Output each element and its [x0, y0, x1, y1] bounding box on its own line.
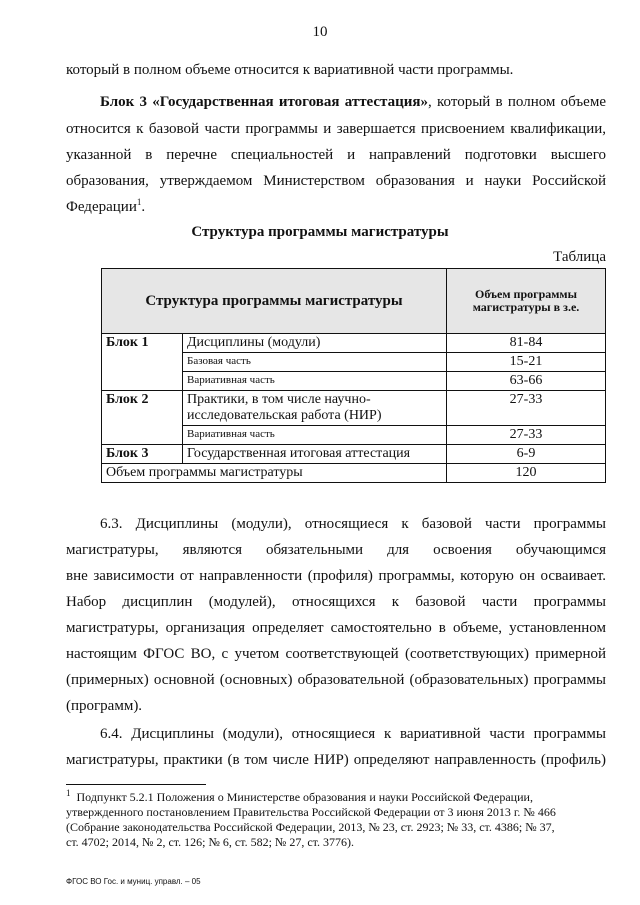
value-cell: 6-9	[447, 445, 606, 464]
value-cell: 81-84	[447, 334, 606, 353]
footnote-mark: 1	[66, 788, 71, 798]
value-cell: 63-66	[447, 372, 606, 391]
block-cell: Блок 1	[102, 334, 183, 353]
value-cell: 27-33	[447, 426, 606, 445]
name-cell: Базовая часть	[183, 353, 447, 372]
table-title: Структура программы магистратуры	[191, 224, 449, 240]
name-cell: Дисциплины (модули)	[183, 334, 447, 353]
footnote-divider	[66, 784, 206, 785]
table-row	[102, 353, 606, 372]
block3-line: относится к базовой части программы и завершается присвоением квалификации,	[66, 121, 606, 137]
block3-line1-rest: , который в полном объеме	[428, 94, 606, 110]
para64-line: 6.4. Дисциплины (модули), относящиеся к вариативной части программы	[100, 726, 606, 742]
page-footer: ФГОС ВО Гос. и муниц. управл. – 05	[66, 877, 201, 886]
block-cell: Блок 3	[102, 445, 183, 464]
value-cell: 15-21	[447, 353, 606, 372]
table-row	[102, 445, 606, 464]
footnote-reference: 1	[136, 197, 142, 207]
name-cell: Вариативная часть	[183, 372, 447, 391]
para63-line: Набор дисциплин (модулей), относящихся к базовой части программы	[66, 594, 606, 610]
block3-line: указанной в перечне специальностей и направлений подготовки высшего	[66, 147, 606, 163]
table-row	[102, 426, 606, 445]
header-volume: Объем программы магистратуры в з.е.	[447, 269, 606, 334]
para63-line: (программ).	[66, 698, 143, 714]
block3-line-1	[100, 92, 606, 112]
footnote-line	[66, 790, 606, 804]
block3-end: .	[141, 199, 146, 215]
page-number: 10	[312, 24, 328, 40]
program-structure-table	[101, 268, 606, 483]
table-row	[102, 334, 606, 353]
name-cell: Практики, в том числе научно-исследовательская работа (НИР)	[183, 391, 447, 426]
table-row	[102, 372, 606, 391]
block3-bold-lead: Блок 3 «Государственная итоговая аттестация»	[100, 94, 429, 110]
header-structure: Структура программы магистратуры	[102, 269, 447, 334]
total-label: Объем программы магистратуры	[102, 464, 447, 483]
footnote-line: ст. 4702; 2014, № 2, ст. 126; № 6, ст. 582; № 27, ст. 3776).	[66, 835, 355, 849]
block-cell: Блок 2	[102, 391, 183, 426]
footnote-line: утвержденного постановлением Правительства Российской Федерации от 3 июня 2013 г. № 466	[66, 805, 556, 819]
para63-line: (примерных) основной (основных) образовательной (образовательных) программы	[66, 672, 606, 688]
para63-line: вне зависимости от направленности (профиля) программы, которую он осваивает.	[66, 568, 606, 584]
footnote-text: Подпункт 5.2.1 Положения о Министерстве образования и науки Российской Федерации,	[76, 790, 533, 804]
paragraph-line: который в полном объеме относится к вариативной части программы.	[66, 62, 514, 78]
table-label: Таблица	[553, 249, 606, 265]
footnote-line: (Собрание законодательства Российской Федерации, 2013, № 23, ст. 2923; № 33, ст. 4386; № 37,	[66, 820, 555, 834]
name-cell: Вариативная часть	[183, 426, 447, 445]
block-cell	[102, 372, 183, 391]
table-total-row	[102, 464, 606, 483]
para63-line: настоящим ФГОС ВО, с учетом соответствующей (соответствующих) примерной	[66, 646, 606, 662]
para64-line: магистратуры, практики (в том числе НИР) определяют направленность (профиль)	[66, 752, 606, 768]
para63-line: магистратуры, являются обязательными для освоения обучающимся	[66, 542, 606, 558]
block-cell	[102, 426, 183, 445]
para63-line: 6.3. Дисциплины (модули), относящиеся к базовой части программы	[100, 516, 606, 532]
name-cell: Государственная итоговая аттестация	[183, 445, 447, 464]
block3-line-last	[66, 197, 606, 217]
para63-line: магистратуры, организация определяет самостоятельно в объеме, установленном	[66, 620, 606, 636]
block3-line: образования, утверждаемом Министерством образования и науки Российской	[66, 173, 606, 189]
table-row	[102, 391, 606, 426]
block-cell	[102, 353, 183, 372]
value-cell: 27-33	[447, 391, 606, 426]
table-header-row	[102, 269, 606, 334]
total-value: 120	[447, 464, 606, 483]
block3-line-text: Федерации	[66, 199, 137, 215]
